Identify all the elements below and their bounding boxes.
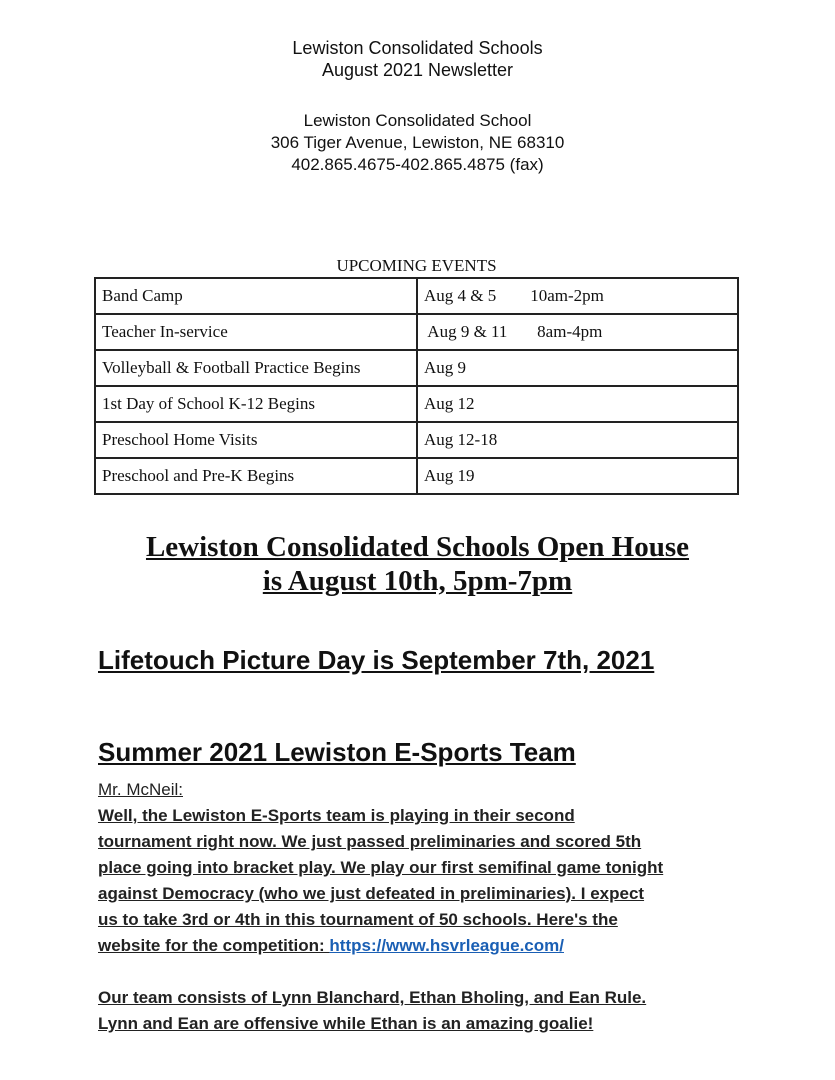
table-row <box>95 458 738 494</box>
link-prefix: website for the competition: <box>98 936 330 955</box>
article-line: us to take 3rd or 4th in this tournament of 50 schools. Here's the <box>98 910 618 929</box>
event-name: Band Camp <box>95 278 417 314</box>
competition-link[interactable]: https://www.hsvrleague.com/ <box>329 936 564 955</box>
event-date: Aug 12 <box>417 386 738 422</box>
newsletter-title: August 2021 Newsletter <box>321 60 514 80</box>
article-line: Well, the Lewiston E-Sports team is playing in their second <box>98 806 575 825</box>
table-row <box>95 350 738 386</box>
table-row <box>95 278 738 314</box>
school-address: 306 Tiger Avenue, Lewiston, NE 68310 <box>270 133 565 152</box>
event-date: Aug 4 & 5 10am-2pm <box>417 278 738 314</box>
event-date: Aug 9 <box>417 350 738 386</box>
esports-heading: Summer 2021 Lewiston E-Sports Team <box>98 737 576 767</box>
event-name: Teacher In-service <box>95 314 417 350</box>
event-date: Aug 12-18 <box>417 422 738 458</box>
article-line: place going into bracket play. We play our first semifinal game tonight <box>98 858 664 877</box>
school-phone: 402.865.4675-402.865.4875 (fax) <box>291 155 544 174</box>
article-line: Our team consists of Lynn Blanchard, Ethan Bholing, and Ean Rule. <box>98 988 647 1007</box>
article-line: Lynn and Ean are offensive while Ethan is an amazing goalie! <box>98 1014 594 1033</box>
article-link-line <box>98 933 758 959</box>
newsletter-title-block <box>0 37 835 81</box>
address-block <box>0 110 835 176</box>
event-name: Preschool and Pre-K Begins <box>95 458 417 494</box>
events-caption: UPCOMING EVENTS <box>336 256 497 275</box>
article-line: against Democracy (who we just defeated in preliminaries). I expect <box>98 884 645 903</box>
event-name: Volleyball & Football Practice Begins <box>95 350 417 386</box>
article-line: tournament right now. We just passed preliminaries and scored 5th <box>98 832 642 851</box>
article-author: Mr. McNeil: <box>98 780 183 799</box>
table-row <box>95 386 738 422</box>
district-title: Lewiston Consolidated Schools <box>292 38 543 58</box>
event-date: Aug 19 <box>417 458 738 494</box>
esports-article <box>98 777 758 1037</box>
open-house-heading <box>0 530 835 598</box>
event-name: 1st Day of School K-12 Begins <box>95 386 417 422</box>
school-name: Lewiston Consolidated School <box>303 111 532 130</box>
open-house-line-1: Lewiston Consolidated Schools Open House <box>145 531 690 563</box>
event-date: Aug 9 & 11 8am-4pm <box>417 314 738 350</box>
table-row <box>95 314 738 350</box>
picture-day-heading: Lifetouch Picture Day is September 7th, 2021 <box>98 645 655 675</box>
event-name: Preschool Home Visits <box>95 422 417 458</box>
open-house-line-2: is August 10th, 5pm-7pm <box>262 565 573 597</box>
table-row <box>95 422 738 458</box>
events-table <box>94 277 739 495</box>
